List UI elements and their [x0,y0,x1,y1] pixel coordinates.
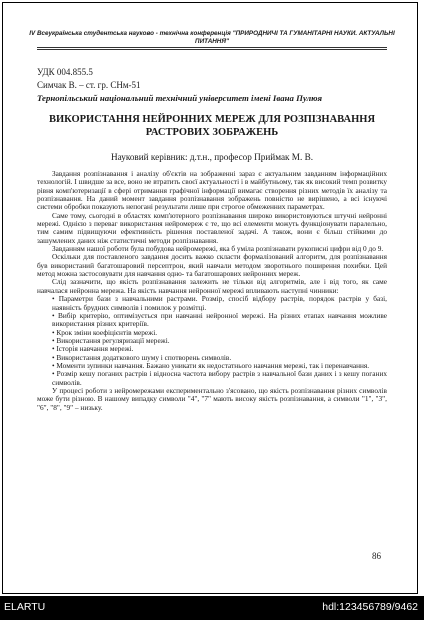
paragraph: Слід зазначити, що якість розпізнавання залежить не тільки від алгоритмів, але і від того, як саме навчалася нейронна мережа. На якість навчання нейронної мережі впливають наступні чинники: [37,277,387,295]
paragraph: Завдання розпізнавання і аналізу об'єктів на зображенні зараз є актуальним завданням інформаційних технологій. І швидше за все, воно не втратить своєї актуальності і в майбутньому, так як високий темп розвитку рівня комп'ютеризації в сфері отримання графічної інформації вимагає створення різних методів їх аналізу та розпізнавання. На даний момент завдання розпізнавання зображень повністю не вирішено, а всі існуючі системи обробки показують непогані результати лише при строгое обмеженних параметрах. [37,169,387,212]
bullet-item: • Параметри бази з навчальними растрами. Розмір, спосіб відбору растрів, порядок растрів у базі, наявність брудних символів і помилок у розмітці. [52,294,387,312]
conference-header [0,30,424,45]
paper-title-line2: РАСТРОВИХ ЗОБРАЖЕНЬ [145,126,279,138]
author-line: Симчак В. – ст. гр. СНм-51 [37,80,141,90]
conference-header-line1: IV Всеукраїнська студентська науково - технічна конференція "ПРИРОДНИЧІ ТА ГУМАНІТАРНІ НАУКИ. АКТУАЛЬНІ [29,30,395,37]
bullet-item: • Вибір критерію, оптимізується при навчанні нейронної мережі. На різних етапах навчання можливе використання різних критеріїв. [52,310,387,329]
supervisor-line: Науковий керівник: д.т.н., професор Приймак М. В. [110,152,313,162]
header-divider-second [37,49,387,50]
header-divider [37,47,387,48]
footer-bar [0,596,424,620]
paper-title-line1: ВИКОРИСТАННЯ НЕЙРОННИХ МЕРЕЖ ДЛЯ РОЗПІЗНАВАННЯ [48,114,376,125]
repository-name: ELARTU [4,601,46,613]
bullet-item: • Розмір кешу поганих растрів і відносна частота вибору растрів з навчальної бази даних і з кешу поганих символів. [52,369,387,387]
paragraph: Завданням нашої роботи була побудова нейромережі, яка б уміла розпізнавати рукописні цифри від 0 до 9. [52,244,384,254]
udk-code: УДК 004.855.5 [37,67,93,77]
bullet-item: • Використання додаткового шуму і спотворень символів. [52,352,232,362]
body-text [37,170,387,412]
handle-link[interactable]: hdl:123456789/9462 [322,601,418,613]
conference-header-line2: ПИТАННЯ" [195,37,229,45]
paper-title [37,114,387,139]
paragraph: Саме тому, сьогодні в областях комп'ютерного розпізнавання широко використовуються штучні нейронні мережі. Однією з переваг використання нейромереж є те, що всі елементи можуть функціонувати паралельно, тим самим підвищуючи ефективність рішення поставленої задачі. А також, вони є більш стійкими до зашумлених даних ніж статистичні методи розпізнавання. [37,210,387,245]
university-line: Тернопільський національний технічний університет імені Івана Пулюя [37,93,323,103]
paragraph: Оскільки для поставленого завдання досить важко скласти формалізований алгоритм, для розпізнавання був використаний багатошаровий персептрон, який навчали методом зворотнього поширення похибки. Цей метод можна застосовувати для навчання одно- та багатошарових нейронних мереж. [37,252,387,279]
bullet-item: • Використання регуляризації мережі. [52,335,170,345]
closing-paragraph: У процесі роботи з нейромережами експериментально з'ясовано, що якість розпізнавання різних символів може бути різною. В нашому випадку символи "4", "7" мають високу якість розпізнавання, а символи "1", "3", "6", "8", "9" – низьку. [37,385,387,412]
page-number: 86 [372,551,381,561]
bullet-item: • Крок зміни коефіцієнтів мережі. [52,327,158,337]
bullet-item: • Моменти зупинки навчання. Бажано уникати як недостатнього навчання мережі, так і перенавчання. [52,360,370,370]
bullet-item: • Історія навчання мережі. [52,344,134,354]
